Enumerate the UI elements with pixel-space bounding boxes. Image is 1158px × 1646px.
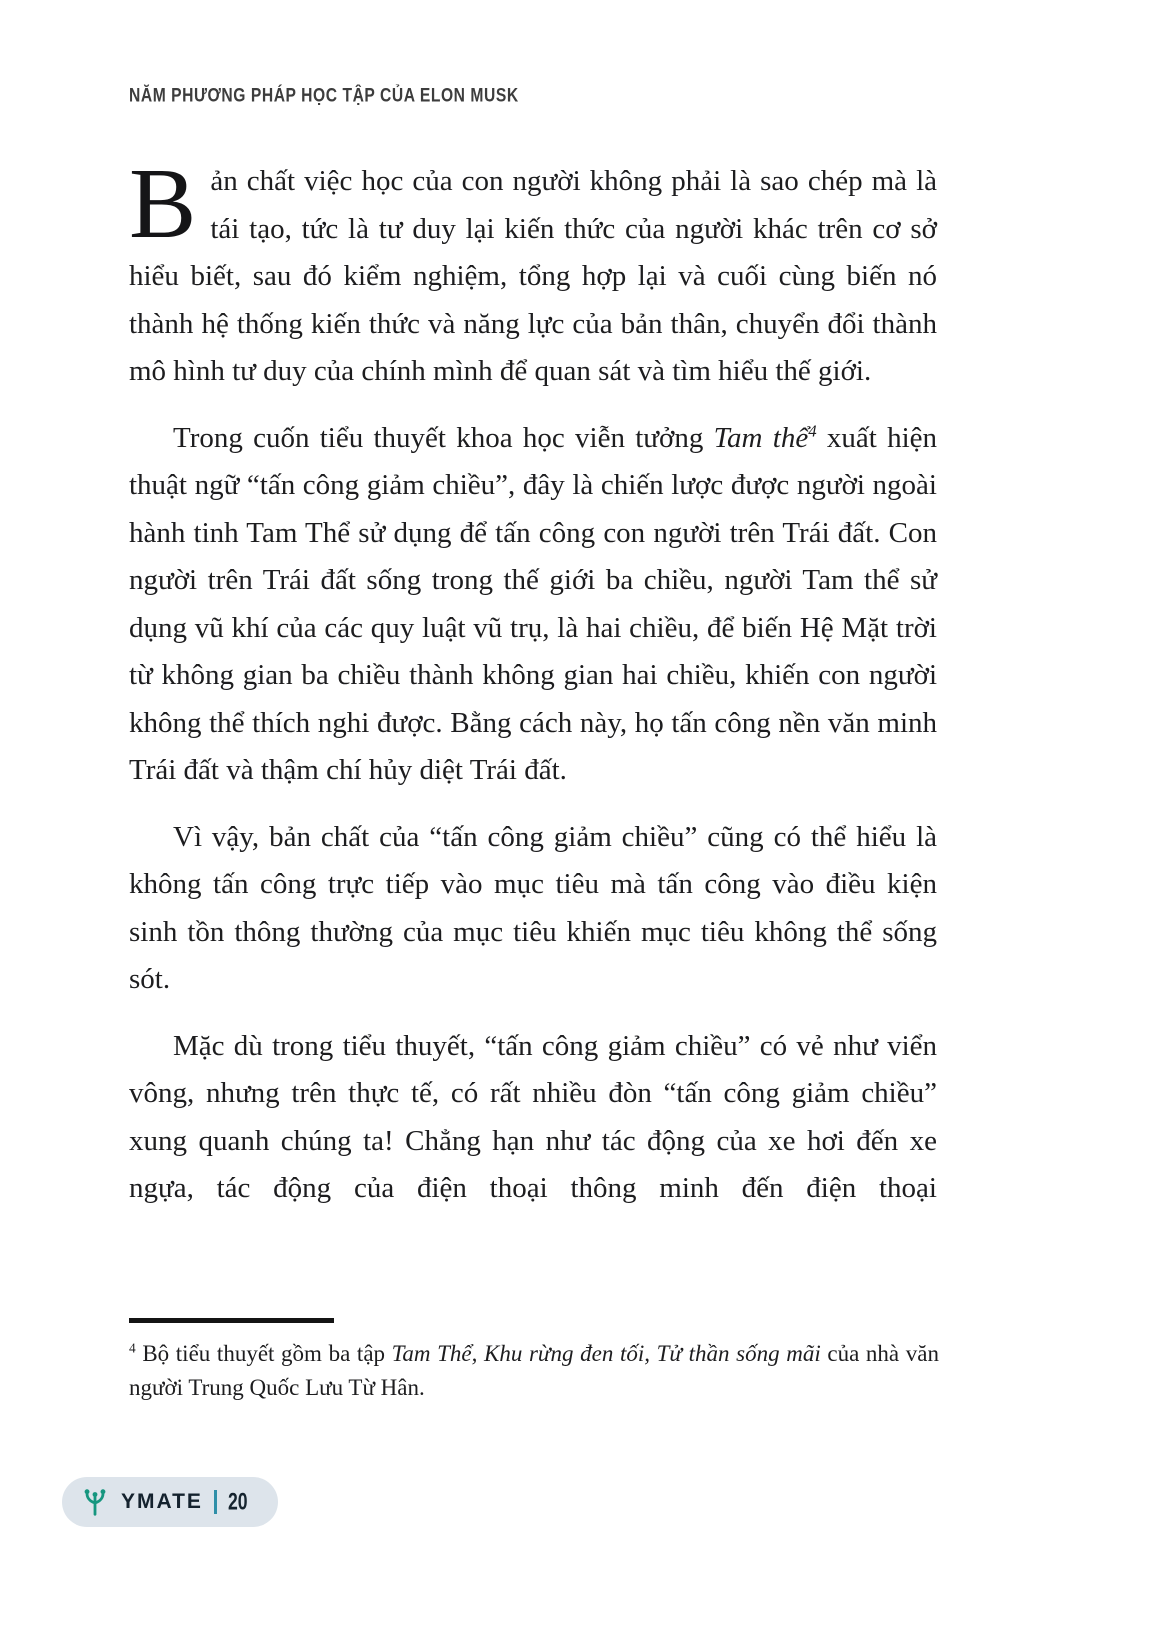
footer-brand-bar [62, 1477, 278, 1527]
text-run: Tam Thể, Khu rừng đen tối, Tử thần sống mãi [391, 1341, 821, 1366]
text-run: Mặc dù trong tiểu thuyết, “tấn công giảm chiều” có vẻ như viển vông, nhưng trên thực tế, có rất nhiều đòn “tấn công giảm chiều” xung quanh chúng ta! Chẳng hạn như tác động của xe hơi đến xe ngựa, tác động của điện thoại thông minh đến điện thoại [129, 1029, 937, 1204]
text-run: Tam thể [713, 421, 809, 454]
brand-name: YMATE [121, 1490, 203, 1513]
text-run: của nhà văn người Trung Quốc Lưu Từ Hân. [129, 1341, 939, 1400]
paragraph [129, 415, 937, 795]
paragraph [129, 814, 937, 1004]
ymate-logo-icon [80, 1487, 110, 1517]
page-number: 20 [227, 1487, 248, 1516]
footnote-block [129, 1318, 939, 1405]
footnote-divider-rule [129, 1318, 334, 1323]
footnote-reference-mark: 4 [129, 1340, 136, 1356]
footer-divider [214, 1490, 217, 1514]
drop-cap: B [129, 147, 197, 259]
text-run: ản chất việc học của con người không phải là sao chép mà là tái tạo, tức là tư duy lại kiến thức của người khác trên cơ sở hiểu biết, sau đó kiểm nghiệm, tổng hợp lại và cuối cùng biến nó thành hệ thống kiến thức và năng lực của bản thân, chuyển đổi thành mô hình tư duy của chính mình để quan sát và tìm hiểu thế giới. [129, 165, 937, 387]
paragraphs-container [129, 147, 937, 1213]
paragraph [129, 1023, 937, 1213]
text-run: Trong cuốn tiểu thuyết khoa học viễn tưởng [173, 421, 714, 454]
footnote-reference-mark: 4 [808, 420, 817, 440]
text-run: Bộ tiểu thuyết gồm ba tập [135, 1341, 392, 1366]
page-body [129, 147, 937, 1213]
text-run: xuất hiện thuật ngữ “tấn công giảm chiều”, đây là chiến lược được người ngoài hành tinh Tam Thể sử dụng để tấn công con người trên Trái đất. Con người trên Trái đất sống trong thế giới ba chiều, người Tam thể sử dụng vũ khí của các quy luật vũ trụ, là hai chiều, để biến Hệ Mặt trời từ không gian ba chiều thành không gian hai chiều, khiến con người không thể thích nghi được. Bằng cách này, họ tấn công nền văn minh Trái đất và thậm chí hủy diệt Trái đất. [129, 421, 937, 786]
text-run: Vì vậy, bản chất của “tấn công giảm chiều” cũng có thể hiểu là không tấn công trực tiếp vào mục tiêu mà tấn công vào điều kiện sinh tồn thông thường của mục tiêu khiến mục tiêu không thể sống sót. [129, 820, 937, 995]
paragraph [129, 147, 937, 396]
footnote-text [129, 1337, 939, 1405]
running-header-title: NĂM PHƯƠNG PHÁP HỌC TẬP CỦA ELON MUSK [129, 84, 519, 107]
